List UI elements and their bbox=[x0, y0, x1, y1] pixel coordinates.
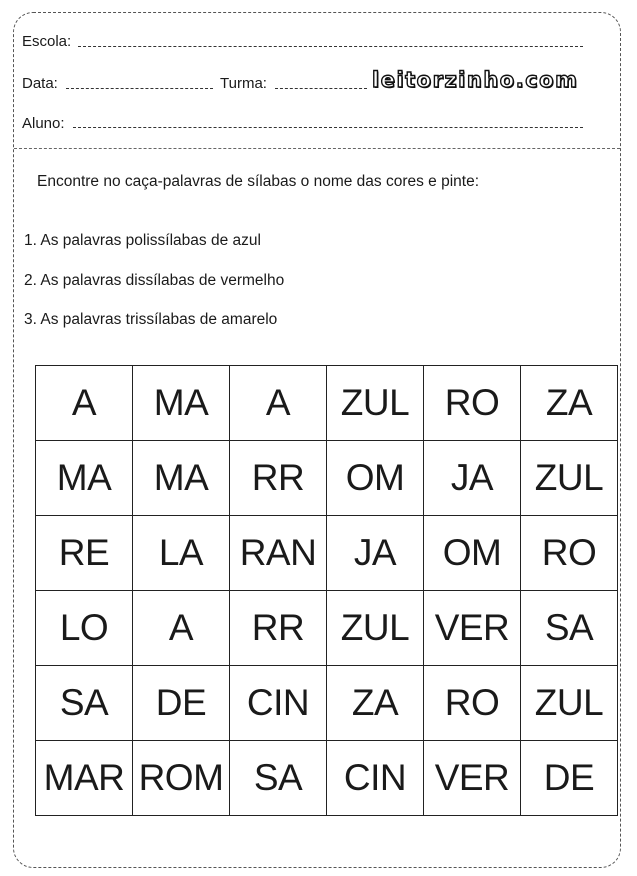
grid-cell[interactable]: VER bbox=[424, 741, 521, 816]
grid-cell[interactable]: RE bbox=[36, 516, 133, 591]
header-divider bbox=[14, 148, 620, 149]
grid-cell[interactable]: CIN bbox=[327, 741, 424, 816]
task-item-2: 2. As palavras dissílabas de vermelho bbox=[24, 272, 285, 289]
task-item-3: 3. As palavras trissílabas de amarelo bbox=[24, 311, 278, 328]
grid-cell[interactable]: ZUL bbox=[327, 591, 424, 666]
school-field[interactable] bbox=[78, 46, 583, 47]
class-field[interactable] bbox=[275, 88, 367, 89]
grid-cell[interactable]: RAN bbox=[230, 516, 327, 591]
grid-cell[interactable]: ZA bbox=[521, 366, 618, 441]
site-logo: leitorzinho.com bbox=[372, 68, 579, 92]
grid-cell[interactable]: CIN bbox=[230, 666, 327, 741]
grid-cell[interactable]: A bbox=[133, 591, 230, 666]
grid-cell[interactable]: ROM bbox=[133, 741, 230, 816]
school-label: Escola: bbox=[22, 33, 72, 50]
grid-cell[interactable]: JA bbox=[327, 516, 424, 591]
grid-cell[interactable]: ZUL bbox=[327, 366, 424, 441]
grid-cell[interactable]: ZUL bbox=[521, 666, 618, 741]
date-field[interactable] bbox=[66, 88, 213, 89]
grid-cell[interactable]: A bbox=[230, 366, 327, 441]
grid-cell[interactable]: MA bbox=[36, 441, 133, 516]
grid-row bbox=[36, 741, 618, 816]
grid-row bbox=[36, 441, 618, 516]
grid-row bbox=[36, 516, 618, 591]
grid-cell[interactable]: SA bbox=[36, 666, 133, 741]
grid-row bbox=[36, 366, 618, 441]
grid-cell[interactable]: SA bbox=[230, 741, 327, 816]
grid-cell[interactable]: A bbox=[36, 366, 133, 441]
task-item-1: 1. As palavras polissílabas de azul bbox=[24, 232, 261, 249]
grid-cell[interactable]: RO bbox=[521, 516, 618, 591]
grid-cell[interactable]: DE bbox=[133, 666, 230, 741]
grid-cell[interactable]: JA bbox=[424, 441, 521, 516]
grid-cell[interactable]: ZUL bbox=[521, 441, 618, 516]
grid-cell[interactable]: ZA bbox=[327, 666, 424, 741]
grid-cell[interactable]: SA bbox=[521, 591, 618, 666]
student-label: Aluno: bbox=[22, 115, 65, 132]
grid-cell[interactable]: DE bbox=[521, 741, 618, 816]
student-field[interactable] bbox=[73, 127, 583, 128]
grid-row bbox=[36, 666, 618, 741]
class-label: Turma: bbox=[220, 75, 267, 92]
grid-cell[interactable]: RO bbox=[424, 666, 521, 741]
grid-cell[interactable]: MAR bbox=[36, 741, 133, 816]
grid-cell[interactable]: MA bbox=[133, 366, 230, 441]
date-label: Data: bbox=[22, 75, 58, 92]
grid-cell[interactable]: RR bbox=[230, 441, 327, 516]
grid-cell[interactable]: VER bbox=[424, 591, 521, 666]
grid-cell[interactable]: OM bbox=[327, 441, 424, 516]
grid-cell[interactable]: LA bbox=[133, 516, 230, 591]
grid-cell[interactable]: RR bbox=[230, 591, 327, 666]
grid-row bbox=[36, 591, 618, 666]
syllable-grid bbox=[35, 365, 618, 816]
grid-cell[interactable]: MA bbox=[133, 441, 230, 516]
grid-cell[interactable]: OM bbox=[424, 516, 521, 591]
grid-cell[interactable]: RO bbox=[424, 366, 521, 441]
grid-cell[interactable]: LO bbox=[36, 591, 133, 666]
instructions-text: Encontre no caça-palavras de sílabas o nome das cores e pinte: bbox=[37, 173, 480, 190]
